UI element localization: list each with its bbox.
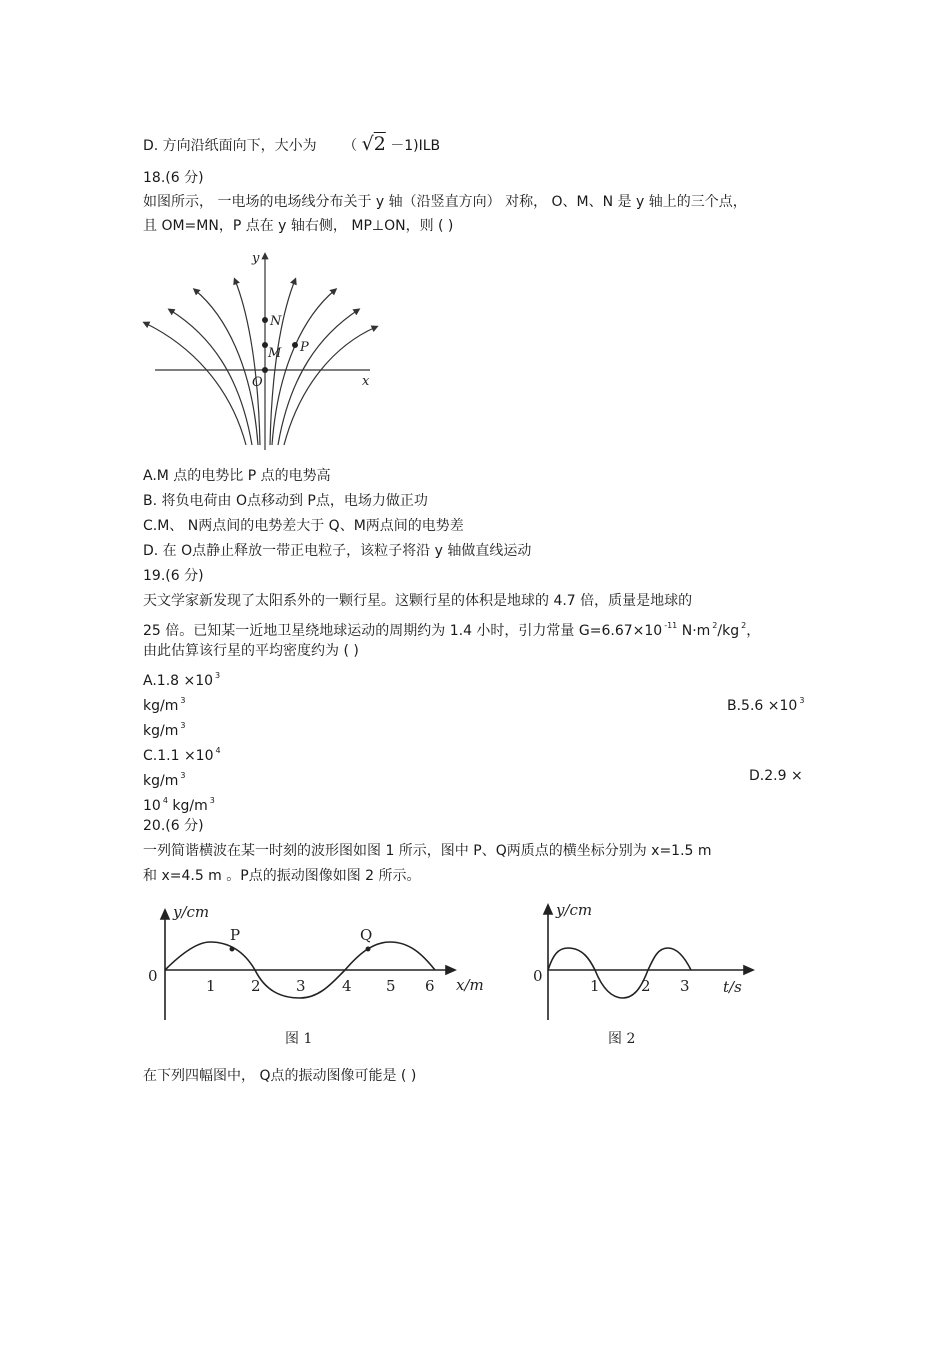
tick-2: 2 bbox=[641, 977, 651, 995]
q19-option-b bbox=[727, 692, 804, 715]
label-q: Q bbox=[360, 926, 373, 944]
y-axis-label: y/cm bbox=[173, 903, 210, 921]
label-p: P bbox=[230, 926, 241, 944]
sqrt-symbol: √ bbox=[361, 133, 374, 155]
q18-option-b: B. 将负电荷由 O点移动到 P点，电场力做正功 bbox=[143, 493, 428, 509]
tick-3: 3 bbox=[680, 977, 690, 995]
tick-4: 4 bbox=[342, 977, 352, 995]
q18-stem-line-2: 且 OM=MN，P 点在 y 轴右侧， MP⊥ON，则 ( ) bbox=[143, 218, 454, 234]
origin-label: 0 bbox=[533, 967, 543, 985]
q19-stem-line-3: 由此估算该行星的平均密度约为 ( ) bbox=[143, 643, 359, 659]
q17-option-d-text: D. 方向沿纸面向下，大小为 bbox=[143, 138, 317, 154]
label-p: P bbox=[300, 340, 309, 355]
q18-option-a: A.M 点的电势比 P 点的电势高 bbox=[143, 468, 331, 484]
q18-stem-line-1: 如图所示， 一电场的电场线分布关于 y 轴（沿竖直方向） 对称， O、M、N 是 y 轴上的三个点， bbox=[143, 194, 747, 210]
wave-graph-figure-1 bbox=[140, 895, 490, 1055]
vibration-graph-figure-2 bbox=[528, 895, 768, 1055]
t-axis-label: t/s bbox=[723, 978, 742, 996]
exponent: 3 bbox=[215, 671, 221, 680]
sqrt-radicand: 2 bbox=[373, 133, 386, 155]
q19-comma: ， bbox=[746, 623, 761, 639]
t-axis-arrow bbox=[744, 966, 753, 974]
point-q bbox=[366, 947, 371, 952]
field-line bbox=[270, 280, 295, 445]
option-value: 10 bbox=[143, 798, 161, 814]
tick-5: 5 bbox=[386, 977, 396, 995]
q17-option-d bbox=[143, 135, 440, 155]
tick-2: 2 bbox=[251, 977, 261, 995]
y-axis-label: y/cm bbox=[556, 901, 593, 919]
waveform bbox=[548, 948, 691, 998]
q20-stem-line-2: 和 x=4.5 m 。P点的振动图像如图 2 所示。 bbox=[143, 868, 421, 884]
exponent: 4 bbox=[215, 746, 221, 755]
option-unit: kg/m bbox=[172, 798, 208, 814]
figure-1-caption: 图 1 bbox=[285, 1031, 313, 1047]
x-axis-label: x bbox=[362, 374, 370, 389]
y-axis-arrow bbox=[544, 905, 552, 914]
point-o bbox=[262, 367, 268, 373]
exponent: 3 bbox=[180, 771, 186, 780]
exponent: 2 bbox=[741, 621, 747, 630]
q18-header: 18.(6 分) bbox=[143, 170, 204, 186]
q19-option-a bbox=[143, 667, 220, 690]
q19-option-a-unit bbox=[143, 692, 185, 715]
y-axis-arrow bbox=[161, 910, 169, 919]
q19-stem-text: 25 倍。已知某一近地卫星绕地球运动的周期约为 1.4 小时，引力常量 G=6.67×10 bbox=[143, 623, 663, 639]
q20-stem-line-1: 一列简谐横波在某一时刻的波形图如图 1 所示，图中 P、Q两质点的横坐标分别为 x=1.5 m bbox=[143, 843, 712, 859]
tick-1: 1 bbox=[206, 977, 216, 995]
q20-question: 在下列四幅图中， Q点的振动图像可能是 ( ) bbox=[143, 1068, 417, 1084]
field-line bbox=[272, 290, 335, 445]
option-value: B.5.6 ×10 bbox=[727, 698, 798, 714]
figure-2-caption: 图 2 bbox=[608, 1031, 636, 1047]
q19-option-d-value bbox=[143, 792, 215, 815]
electric-field-diagram bbox=[140, 245, 380, 455]
q19-option-b-unit bbox=[143, 717, 185, 740]
q19-header: 19.(6 分) bbox=[143, 568, 204, 584]
point-n bbox=[262, 317, 268, 323]
option-unit: kg/m bbox=[143, 698, 179, 714]
q19-option-c-unit bbox=[143, 767, 185, 790]
y-axis-label: y bbox=[252, 251, 260, 266]
origin-label: 0 bbox=[148, 967, 158, 985]
exponent: -11 bbox=[664, 621, 678, 630]
q19-stem-line-2 bbox=[143, 617, 760, 640]
option-unit: kg/m bbox=[143, 773, 179, 789]
exponent: 3 bbox=[209, 796, 215, 805]
q18-option-d: D. 在 O点静止释放一带正电粒子，该粒子将沿 y 轴做直线运动 bbox=[143, 543, 532, 559]
q19-option-c bbox=[143, 742, 221, 765]
q17-option-d-tail: －1)ILB bbox=[390, 138, 441, 154]
tick-3: 3 bbox=[296, 977, 306, 995]
exponent: 3 bbox=[799, 696, 805, 705]
q20-header: 20.(6 分) bbox=[143, 818, 204, 834]
exponent: 2 bbox=[712, 621, 718, 630]
x-axis-arrow bbox=[446, 966, 455, 974]
q19-option-d: D.2.9 × bbox=[749, 768, 803, 784]
q19-stem-line-1: 天文学家新发现了太阳系外的一颗行星。这颗行星的体积是地球的 4.7 倍，质量是地球的 bbox=[143, 593, 693, 609]
x-axis-label: x/m bbox=[456, 976, 484, 994]
exponent: 3 bbox=[180, 721, 186, 730]
option-unit: kg/m bbox=[143, 723, 179, 739]
label-o: O bbox=[252, 375, 263, 390]
option-value: C.1.1 ×10 bbox=[143, 748, 214, 764]
tick-6: 6 bbox=[425, 977, 435, 995]
option-value: A.1.8 ×10 bbox=[143, 673, 214, 689]
q19-unit: N·m bbox=[681, 623, 711, 639]
exponent: 4 bbox=[162, 796, 168, 805]
q19-unit-denominator: /kg bbox=[717, 623, 740, 639]
field-line bbox=[145, 323, 246, 445]
tick-1: 1 bbox=[590, 977, 600, 995]
exponent: 3 bbox=[180, 696, 186, 705]
point-p bbox=[230, 947, 235, 952]
label-n: N bbox=[270, 314, 282, 329]
field-line bbox=[235, 280, 260, 445]
q18-option-c: C.M、 N两点间的电势差大于 Q、M两点间的电势差 bbox=[143, 518, 464, 534]
label-m: M bbox=[268, 346, 282, 361]
point-p bbox=[292, 342, 298, 348]
q17-paren: （ bbox=[343, 138, 358, 154]
